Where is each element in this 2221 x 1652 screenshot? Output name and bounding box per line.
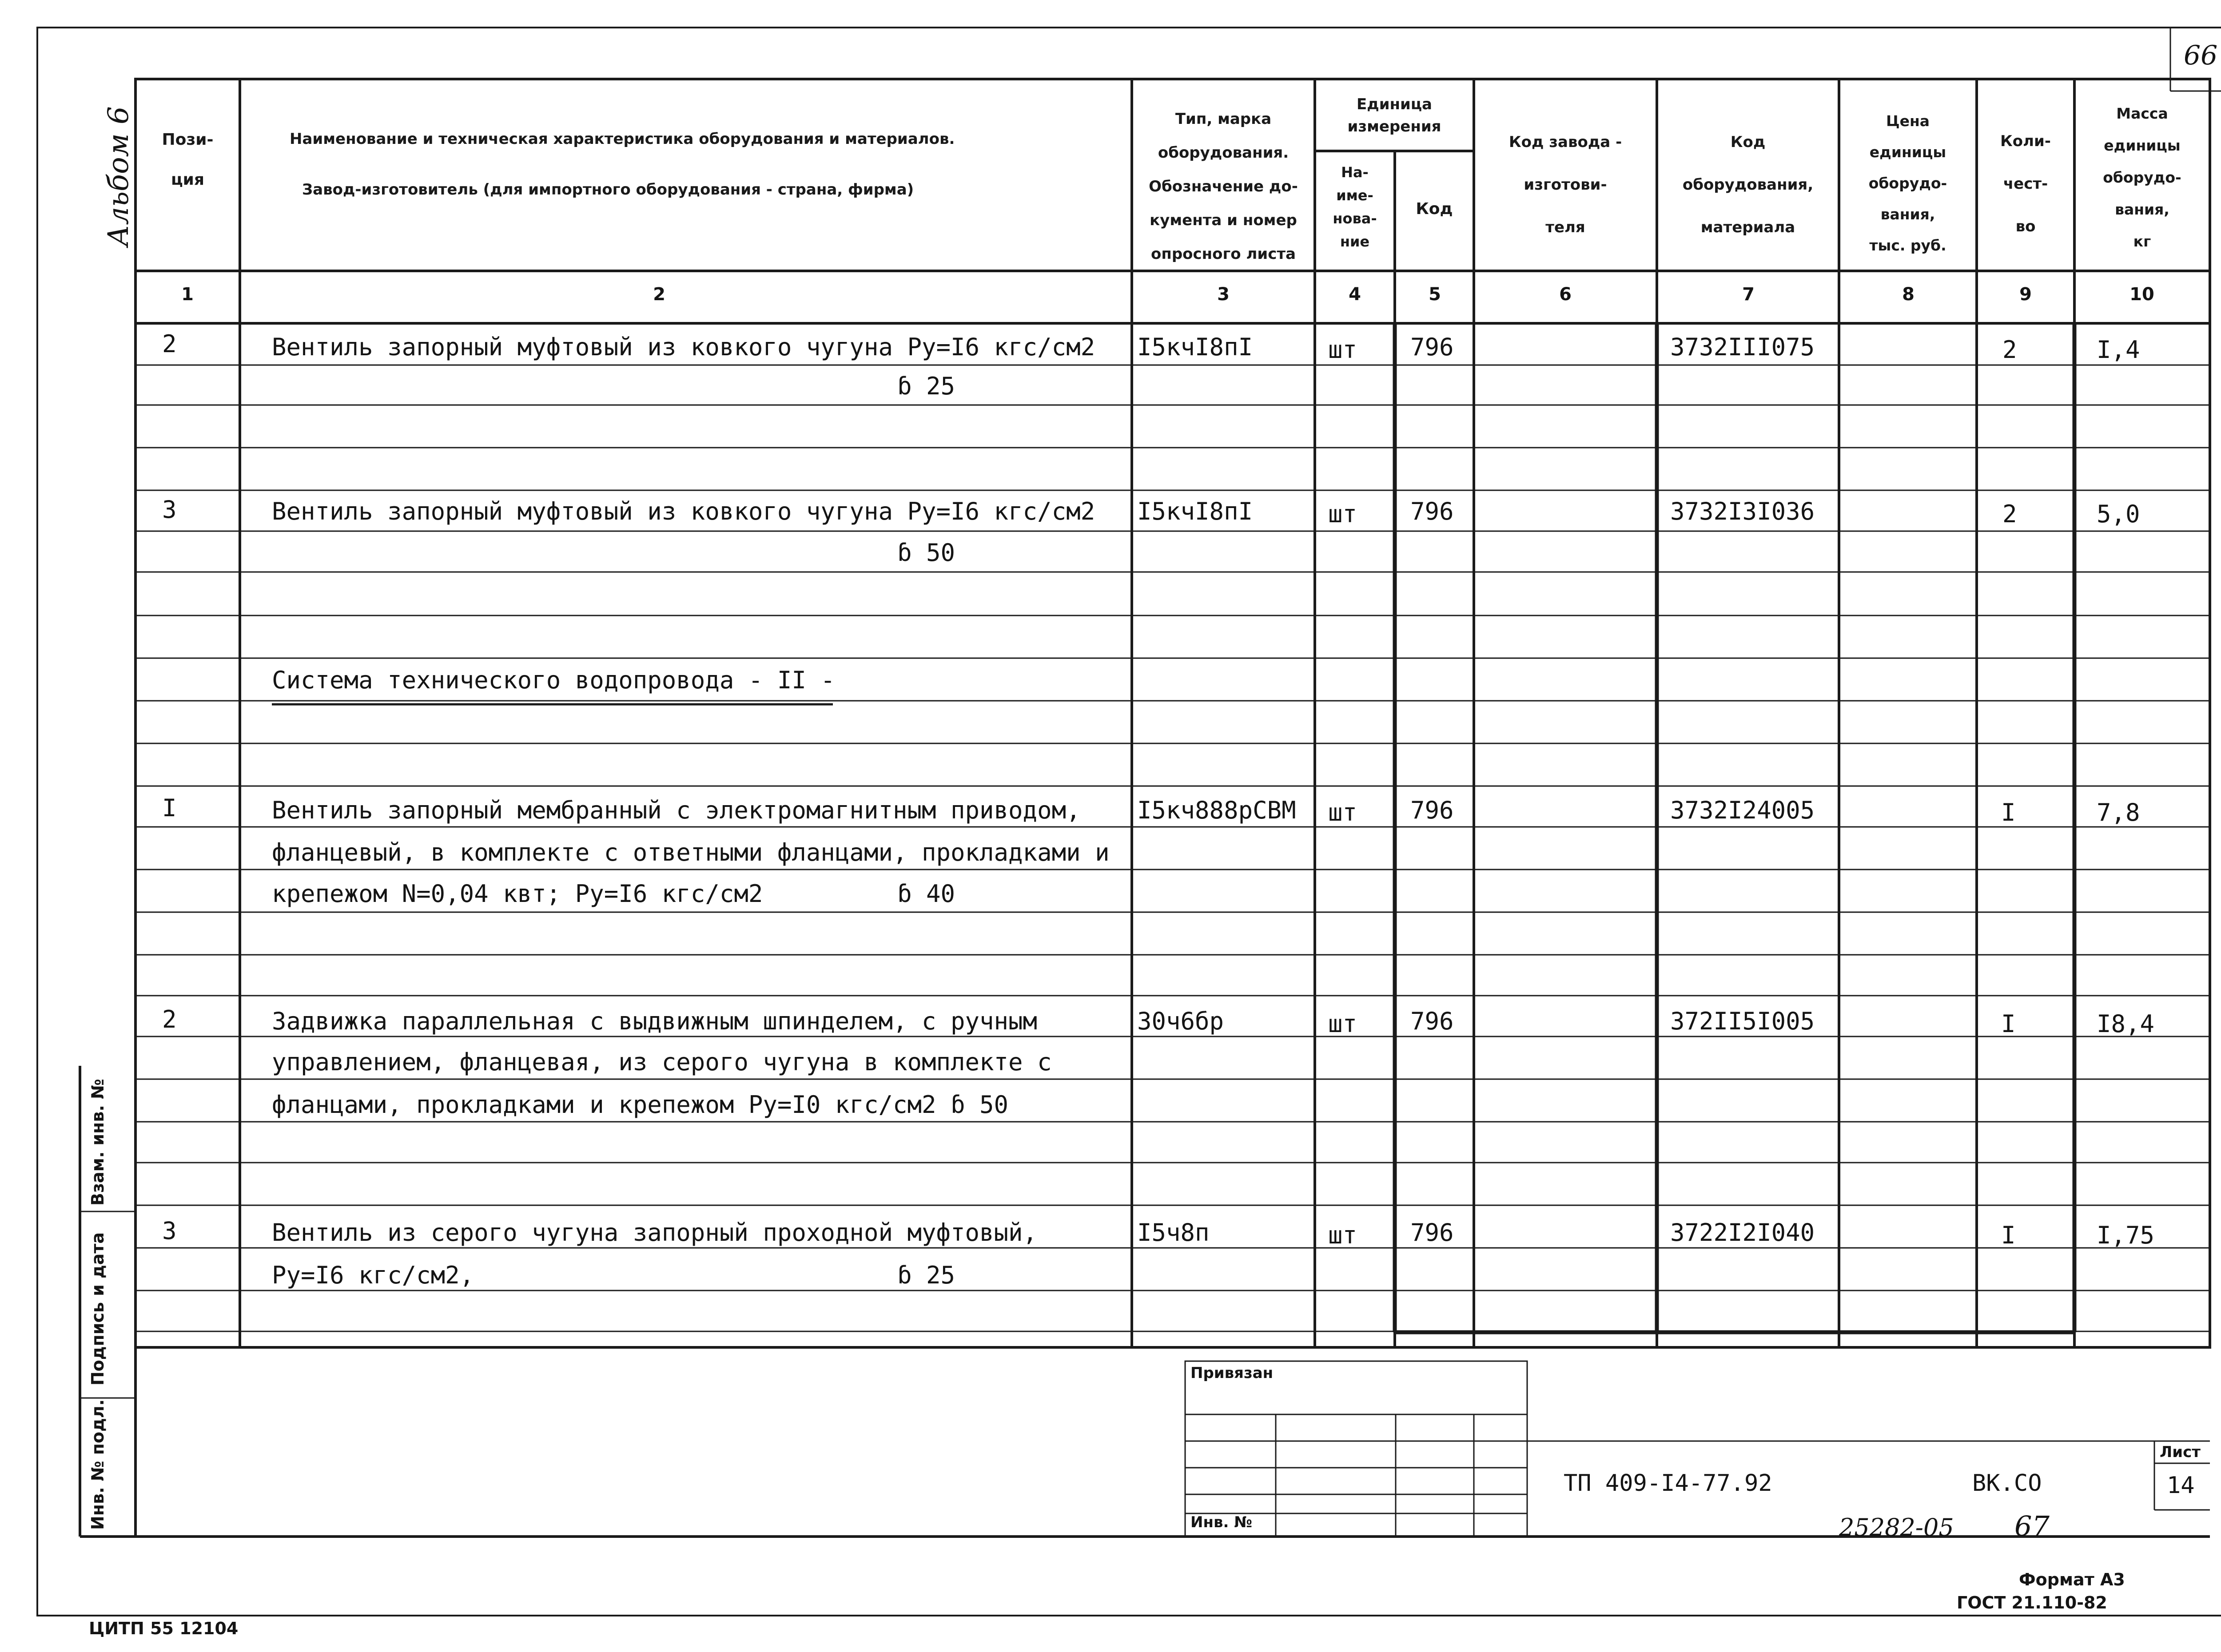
col-number-8: 8 — [1902, 284, 1915, 305]
row-name-continued: фланцевый, в комплекте с ответными фланцами, прокладками и — [272, 838, 1110, 866]
section-title: Система технического водопровода - ІІ - — [272, 666, 835, 694]
row-equipment-code: 3732І3І036 — [1670, 497, 1815, 525]
header-unit-group: Единица измерения — [1347, 95, 1441, 135]
row-position: І — [162, 794, 177, 822]
row-name: Вентиль запорный мембранный с электромагнитным приводом, — [272, 796, 1081, 824]
stamp-inv-no: Инв. № — [1190, 1513, 1253, 1531]
row-mass: 7,8 — [2097, 798, 2140, 826]
header-name-line2: Завод-изготовитель (для импортного оборудования - страна, фирма) — [302, 181, 914, 199]
header-unit-name: На- име- нова- ние — [1333, 164, 1377, 250]
col-number-5: 5 — [1429, 284, 1441, 305]
row-unit-code: 796 — [1410, 497, 1454, 525]
col-number-4: 4 — [1349, 284, 1361, 305]
row-unit: шт — [1328, 1010, 1357, 1038]
col-number-1: 1 — [181, 284, 194, 305]
row-nominal-diameter: ɓ 40 — [897, 880, 955, 908]
header-type: Тип, марка оборудования. Обозначение до- кумента и номер опросного листа — [1149, 110, 1298, 263]
row-position: 2 — [162, 330, 177, 358]
handwritten-page: 67 — [2014, 1510, 2050, 1542]
header-position: Пози- ция — [162, 131, 214, 189]
row-equipment-code: 3722І2І040 — [1670, 1219, 1815, 1247]
row-equipment-code: 372ІІ5І005 — [1670, 1007, 1815, 1035]
row-type: І5кчІ8пІ — [1137, 333, 1253, 361]
row-equipment-code: 3732І24005 — [1670, 796, 1815, 824]
row-unit-code: 796 — [1410, 333, 1454, 361]
col-number-7: 7 — [1742, 284, 1755, 305]
row-quantity: І — [2001, 798, 2016, 826]
row-quantity: 2 — [2002, 500, 2017, 528]
row-mass: 5,0 — [2097, 500, 2140, 528]
col-number-10: 10 — [2129, 284, 2154, 305]
row-nominal-diameter: ɓ 25 — [897, 372, 955, 400]
album-label: Альбом 6 — [102, 106, 135, 246]
header-plant-code: Код завода - изготови- теля — [1509, 133, 1622, 236]
row-name-continued: управлением, фланцевая, из серого чугуна в комплекте с — [272, 1048, 1052, 1076]
row-mass: І,4 — [2097, 336, 2140, 364]
row-equipment-code: 3732ІІІ075 — [1670, 333, 1815, 361]
header-price: Цена единицы оборудо- вания, тыс. руб. — [1868, 112, 1947, 254]
row-unit-code: 796 — [1410, 1219, 1454, 1247]
side-label-vzam: Взам. инв. № — [88, 1079, 107, 1206]
row-unit-code: 796 — [1410, 796, 1454, 824]
side-label-podpis: Подпись и дата — [88, 1232, 107, 1386]
row-type: І5кчІ8пІ — [1137, 497, 1253, 525]
sheet-label: Лист — [2160, 1443, 2201, 1461]
header-equipment-code: Код оборудования, материала — [1682, 133, 1814, 236]
row-unit: шт — [1328, 1221, 1357, 1249]
row-type: І5кч888рСВМ — [1137, 796, 1296, 824]
col-number-9: 9 — [2019, 284, 2032, 305]
side-label-inv-podl: Инв. № подл. — [88, 1399, 107, 1530]
doc-mark: ВК.СО — [1972, 1470, 2042, 1497]
header-quantity: Коли- чест- во — [2000, 132, 2051, 235]
row-unit: шт — [1328, 798, 1357, 826]
row-unit: шт — [1328, 336, 1357, 364]
row-quantity: 2 — [2002, 336, 2017, 364]
row-name: Вентиль из серого чугуна запорный проходной муфтовый, — [272, 1219, 1038, 1247]
row-position: 3 — [162, 1217, 177, 1245]
col-number-6: 6 — [1559, 284, 1572, 305]
sheet-no: 14 — [2167, 1472, 2195, 1499]
row-type: 30ч6бр — [1137, 1007, 1224, 1035]
header-name-line1: Наименование и техническая характеристика оборудования и материалов. — [290, 130, 955, 148]
row-mass: І,75 — [2097, 1221, 2155, 1249]
header-mass: Масса единицы оборудо- вания, кг — [2103, 105, 2181, 250]
handwritten-code: 25282-05 — [1839, 1513, 1954, 1541]
col-number-2: 2 — [653, 284, 665, 305]
row-name-continued: Ру=І6 кгс/см2, — [272, 1261, 474, 1289]
row-name: Задвижка параллельная с выдвижным шпинделем, с ручным — [272, 1007, 1038, 1035]
row-unit: шт — [1328, 500, 1357, 528]
row-type: І5ч8п — [1137, 1219, 1210, 1247]
format-label: Формат А3 — [2019, 1570, 2125, 1589]
row-nominal-diameter: ɓ 25 — [897, 1261, 955, 1289]
gost-label: ГОСТ 21.110-82 — [1957, 1593, 2107, 1612]
col-number-3: 3 — [1217, 284, 1230, 305]
row-position: 2 — [162, 1005, 177, 1033]
row-nominal-diameter: ɓ 50 — [897, 539, 955, 567]
row-name: Вентиль запорный муфтовый из ковкого чугуна Ру=І6 кгс/см2 — [272, 333, 1095, 361]
row-position: 3 — [162, 496, 177, 524]
row-name-continued: крепежом N=0,04 квт; Ру=І6 кгс/см2 — [272, 880, 763, 908]
citp-label: ЦИТП 55 12104 — [89, 1619, 239, 1638]
row-name-continued: фланцами, прокладками и крепежом Ру=І0 кгс/см2 ɓ 50 — [272, 1091, 1009, 1119]
header-unit-code: Код — [1416, 200, 1453, 218]
row-quantity: І — [2001, 1010, 2016, 1038]
row-quantity: І — [2001, 1221, 2016, 1249]
row-name: Вентиль запорный муфтовый из ковкого чугуна Ру=І6 кгс/см2 — [272, 497, 1095, 525]
sheet-number-top: 66 — [2184, 40, 2218, 71]
doc-code: ТП 409-І4-77.92 — [1564, 1470, 1772, 1497]
stamp-privyazan: Привязан — [1190, 1364, 1274, 1382]
row-unit-code: 796 — [1410, 1007, 1454, 1035]
row-mass: І8,4 — [2097, 1010, 2155, 1038]
